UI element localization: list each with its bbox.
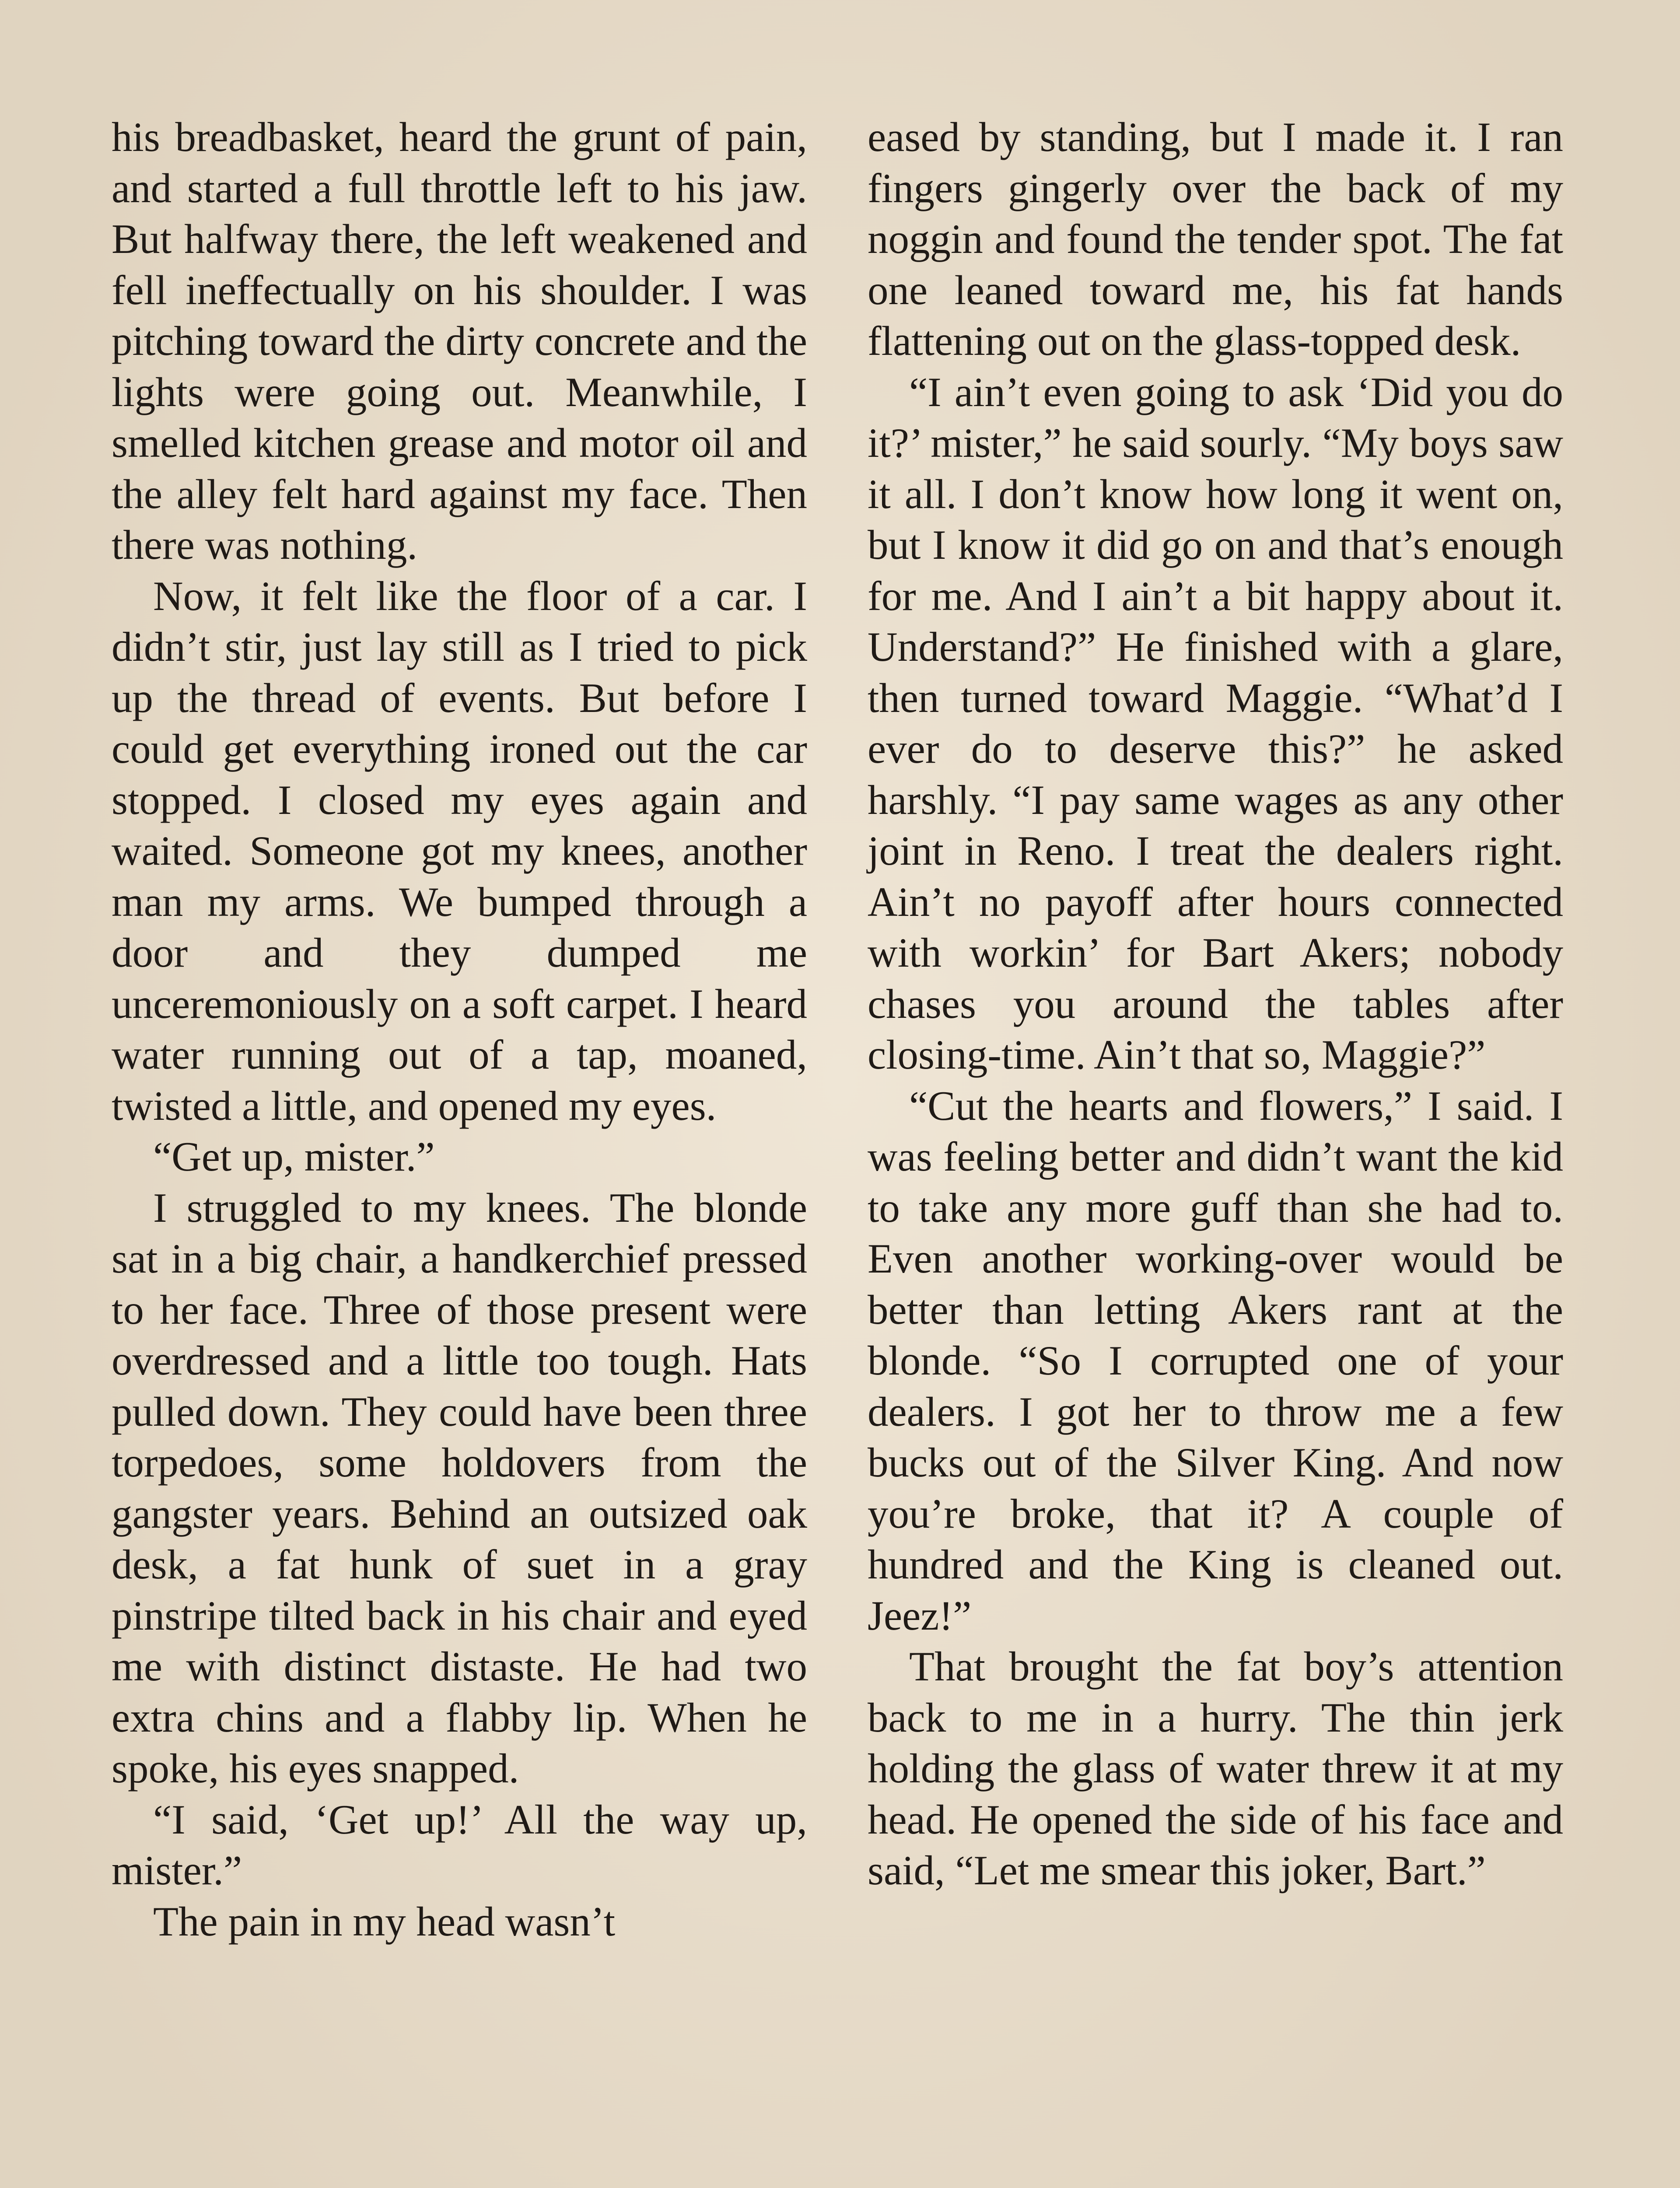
- paragraph: “Cut the hearts and flowers,” I said. I was feeling better and didn’t want the kid to take any more guff than she had to. Even another working-over would be better than letting Akers rant at the blonde. “So I corrupted one of your dealers. I got her to throw me a few bucks out of the Silver King. And now you’re broke, that it? A couple of hundred and the King is cleaned out. Jeez!”: [868, 1082, 1563, 1639]
- paragraph: “I said, ‘Get up!’ All the way up, mister.”: [112, 1796, 807, 1893]
- paragraph: Now, it felt like the floor of a car. I didn’t stir, just lay still as I tried to pick up the thread of events. But before I could get everything ironed out the car stopped. I closed my eyes again and waited. Someone got my knees, another man my arms. We bumped through a door and they dumped me unceremoniously on a soft carpet. I heard water running out of a tap, moaned, twisted a little, and opened my eyes.: [112, 572, 807, 1129]
- text-column-left: [112, 112, 807, 1947]
- paragraph: eased by standing, but I made it. I ran fingers gingerly over the back of my noggin and found the tender spot. The fat one leaned toward me, his fat hands flattening out on the glass-topped desk.: [868, 114, 1563, 364]
- paragraph: his breadbasket, heard the grunt of pain, and started a full throttle left to his jaw. But halfway there, the left weakened and fell ineffectually on his shoulder. I was pitching toward the dirty concrete and the lights were going out. Meanwhile, I smelled kitchen grease and motor oil and the alley felt hard against my face. Then there was nothing.: [112, 114, 807, 568]
- text-column-right: [868, 112, 1563, 1896]
- paragraph: I struggled to my knees. The blonde sat in a big chair, a handkerchief pressed to her face. Three of those present were overdressed and a little too tough. Hats pulled down. They could have been three torpedoes, some holdovers from the gangster years. Behind an outsized oak desk, a fat hunk of suet in a gray pinstripe tilted back in his chair and eyed me with distinct distaste. He had two extra chins and a flabby lip. When he spoke, his eyes snapped.: [112, 1184, 807, 1792]
- paragraph: The pain in my head wasn’t: [153, 1898, 616, 1945]
- paragraph: That brought the fat boy’s attention back to me in a hurry. The thin jerk holding the glass of water threw it at my head. He opened the side of his face and said, “Let me smear this joker, Bart.”: [868, 1643, 1563, 1893]
- paragraph: “I ain’t even going to ask ‘Did you do it?’ mister,” he said sourly. “My boys saw it all. I don’t know how long it went on, but I know it did go on and that’s enough for me. And I ain’t a bit happy about it. Understand?” He finished with a glare, then turned toward Maggie. “What’d I ever do to deserve this?” he asked harshly. “I pay same wages as any other joint in Reno. I treat the dealers right. Ain’t no payoff after hours connected with workin’ for Bart Akers; nobody chases you around the tables after closing-time. Ain’t that so, Maggie?”: [868, 368, 1563, 1078]
- paragraph: “Get up, mister.”: [153, 1133, 435, 1180]
